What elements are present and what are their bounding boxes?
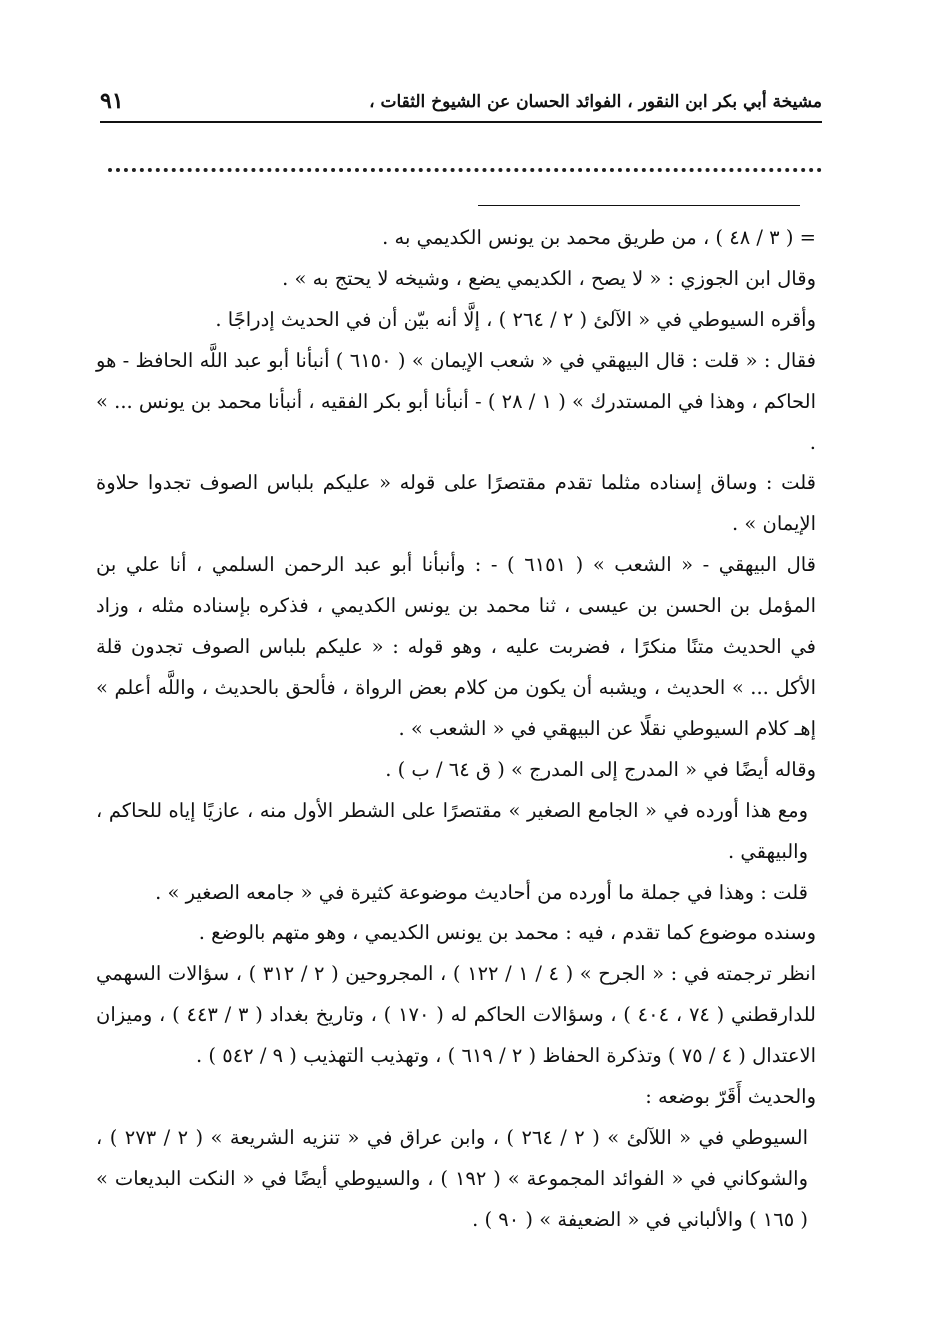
footnote-body: [96, 218, 816, 1241]
paragraph: قلت : وهذا في جملة ما أورده من أحاديث موضوعة كثيرة في « جامعه الصغير » .: [155, 880, 808, 904]
dotted-separator: [108, 168, 822, 172]
paragraph: وأقره السيوطي في « الآلئ ( ٢ / ٢٦٤ ) ، إلَّا أنه بيّن أن في الحديث إدراجًا .: [215, 307, 816, 331]
paragraph: = ( ٣ / ٤٨ ) ، من طريق محمد بن يونس الكديمي به .: [382, 226, 816, 249]
paragraph: فقال : « قلت : قال البيهقي في « شعب الإيمان » ( ٦١٥٠ ) أنبأنا أبو عبد اللَّه الحافظ - هو الحاكم ، وهذا في المستدرك » ( ١ / ٢٨ ) - أنبأنا أبو بكر الفقيه ، أنبأنا محمد بن يونس ... » .: [96, 348, 817, 454]
paragraph: وقاله أيضًا في « المدرج إلى المدرج » ( ق ٦٤ / ب ) .: [385, 757, 816, 781]
running-header-title: مشيخة أبي بكر ابن النقور ، الفوائد الحسان عن الشيوخ الثقات ،: [369, 92, 822, 112]
page-number: ٩١: [100, 88, 124, 114]
paragraph: ومع هذا أورده في « الجامع الصغير » مقتصرًا على الشطر الأول منه ، عازيًا إياه للحاكم ، والبيهقي .: [96, 798, 808, 863]
paragraph: وسنده موضوع كما تقدم ، فيه : محمد بن يونس الكديمي ، وهو متهم بالوضع .: [198, 921, 816, 945]
paragraph: وقال ابن الجوزي : « لا يصح ، الكديمي يضع ، وشيخه لا يحتج به » .: [282, 266, 816, 290]
running-header: [100, 86, 822, 122]
header-rule: [100, 121, 822, 123]
paragraph: انظر ترجمته في : « الجرح » ( ٤ / ١ / ١٢٢ ) ، المجروحين ( ٢ / ٣١٢ ) ، سؤالات السهمي للدارقطني ( ٧٤ ، ٤٠٤ ) ، وسؤالات الحاكم له ( ١٧٠ ) ، وتاريخ بغداد ( ٣ / ٤٤٣ ) ، وميزان الاعتدال ( ٤ / ٧٥ ) وتذكرة الحفاظ ( ٢ / ٦١٩ ) ، وتهذيب التهذيب ( ٩ / ٥٤٢ ) .: [96, 962, 817, 1068]
paragraph: قال البيهقي - « الشعب » ( ٦١٥١ ) - : وأنبأنا أبو عبد الرحمن السلمي ، أنا علي بن المؤمل بن الحسن بن عيسى ، ثنا محمد بن يونس الكديمي ، فذكره بإسناده مثله ، وزاد في الحديث متنًا منكرًا ، فضربت عليه ، وهو قوله : « عليكم بلباس الصوف تجدون قلة الأكل ... » الحديث ، ويشبه أن يكون من كلام بعض الرواة ، فألحق بالحديث ، واللَّه أعلم » إهـ كلام السيوطي نقلًا عن البيهقي في « الشعب » .: [96, 553, 816, 740]
paragraph: السيوطي في « اللآلئ » ( ٢ / ٢٦٤ ) ، وابن عراق في « تنزيه الشريعة » ( ٢ / ٢٧٣ ) ، والشوكاني في « الفوائد المجموعة » ( ١٩٢ ) ، والسيوطي أيضًا في « النكت البديعات » ( ١٦٥ ) والألباني في « الضعيفة » ( ٩٠ ) .: [96, 1125, 809, 1231]
paragraph: والحديث أَقَرّ بوضعه :: [645, 1085, 816, 1109]
paragraph: قلت : وساق إسناده مثلما تقدم مقتصرًا على قوله « عليكم بلباس الصوف تجدوا حلاوة الإيمان » .: [96, 471, 816, 536]
footnote-rule: [478, 205, 800, 206]
